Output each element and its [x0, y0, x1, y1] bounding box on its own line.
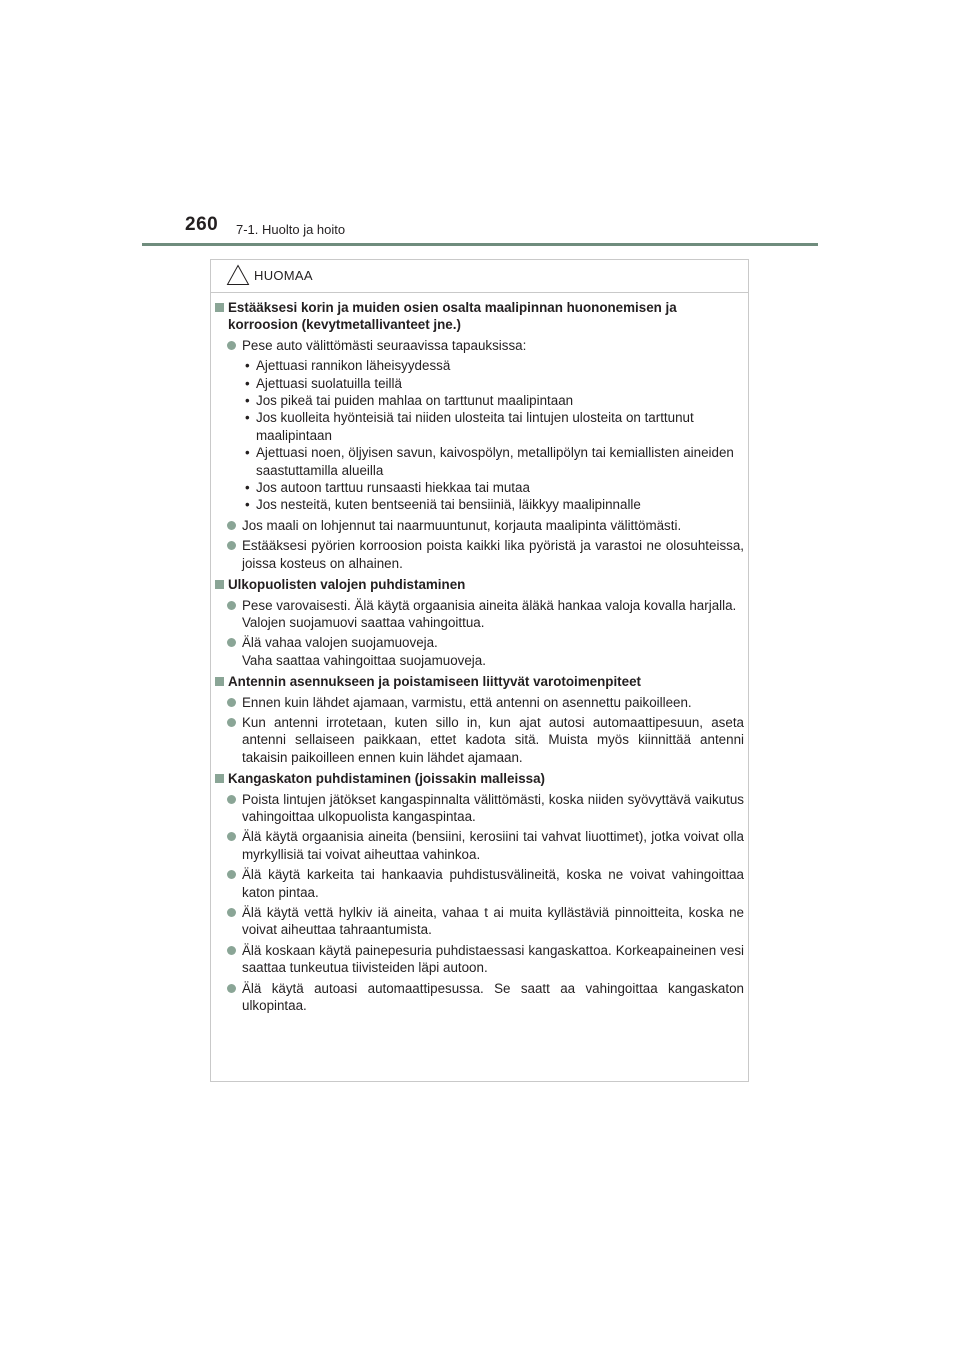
notice-header	[226, 262, 313, 288]
sub-item: • Ajettuasi noen, öljyisen savun, kaivospölyn, metallipölyn tai kemiallisten aineiden saastuttamilla alueilla	[214, 444, 744, 479]
section-heading: Kangaskaton puhdistaminen (joissakin malleissa)	[214, 770, 744, 787]
note-text: Vaha saattaa vahingoittaa suojamuoveja.	[242, 652, 486, 668]
sub-item: • Ajettuasi rannikon läheisyydessä	[214, 357, 744, 374]
list-item: Estääksesi pyörien korroosion poista kaikki lika pyöristä ja varastoi ne olosuhteissa, joissa kosteus on alhainen.	[214, 537, 744, 572]
notice-header-rule	[210, 292, 749, 293]
note-text: Valojen suojamuovi saattaa vahingoittua.	[242, 614, 485, 630]
header-rule	[142, 243, 818, 246]
notice-title: HUOMAA	[254, 267, 313, 283]
list-item: Älä koskaan käytä painepesuria puhdistaessasi kangaskattoa. Korkeapaineinen vesi saattaa tunkeutua tiivisteiden läpi autoon.	[214, 942, 744, 977]
list-item: Pese auto välittömästi seuraavissa tapauksissa:	[214, 337, 744, 354]
list-item-note	[214, 652, 744, 669]
list-item: Älä käytä autoasi automaattipesussa. Se saatt aa vahingoittaa kangaskaton ulkopintaa.	[214, 980, 744, 1015]
list-item: Jos maali on lohjennut tai naarmuuntunut, korjauta maalipinta välittömästi.	[214, 517, 744, 534]
section-heading: Antennin asennukseen ja poistamiseen liittyvät varotoimenpiteet	[214, 673, 744, 690]
list-item: Älä käytä karkeita tai hankaavia puhdistusvälineitä, koska ne voivat vahingoittaa katon pintaa.	[214, 866, 744, 901]
notice-content	[214, 299, 744, 1014]
list-item: Poista lintujen jätökset kangaspinnalta välittömästi, koska niiden syövyttävä vaikutus vahingoittaa ulkopuolista kangaspintaa.	[214, 791, 744, 826]
page-number: 260	[185, 214, 219, 235]
section-heading: Ulkopuolisten valojen puhdistaminen	[214, 576, 744, 593]
chapter-title: 7-1. Huolto ja hoito	[236, 222, 346, 237]
list-item: Ennen kuin lähdet ajamaan, varmistu, että antenni on asennettu paikoilleen.	[214, 694, 744, 711]
list-item: Pese varovaisesti. Älä käytä orgaanisia aineita äläkä hankaa valoja kovalla harjalla.	[214, 597, 744, 614]
sub-item: • Jos autoon tarttuu runsaasti hiekkaa tai mutaa	[214, 479, 744, 496]
warning-triangle-icon	[226, 264, 250, 286]
list-item: Älä käytä orgaanisia aineita (bensiini, kerosiini tai vahvat liuottimet), jotka voivat olla myrkyllisiä tai voivat aiheuttaa vahinkoa.	[214, 828, 744, 863]
sub-item: • Jos nesteitä, kuten bentseeniä tai bensiiniä, läikkyy maalipinnalle	[214, 496, 744, 513]
sub-item: • Jos kuolleita hyönteisiä tai niiden ulosteita tai lintujen ulosteita on tarttunut maalipintaan	[214, 409, 744, 444]
list-item: Kun antenni irrotetaan, kuten sillo in, kun ajat autosi automaattipesuun, aseta antenni sellaiseen paikkaan, ettet kadota sitä. Muista myös kiinnittää antenni takaisin paikoilleen ennen kuin lähdet ajamaan.	[214, 714, 744, 766]
section-heading: Estääksesi korin ja muiden osien osalta maalipinnan huononemisen ja korroosion (kevytmetallivanteet jne.)	[214, 299, 744, 334]
list-item-note	[214, 614, 744, 631]
list-item: Älä vahaa valojen suojamuoveja.	[214, 634, 744, 651]
sub-item: • Jos pikeä tai puiden mahlaa on tarttunut maalipintaan	[214, 392, 744, 409]
list-item: Älä käytä vettä hylkiv iä aineita, vahaa t ai muita kyllästäviä pinnoitteita, koska ne voivat aiheuttaa tahraantumista.	[214, 904, 744, 939]
sub-item: • Ajettuasi suolatuilla teillä	[214, 375, 744, 392]
